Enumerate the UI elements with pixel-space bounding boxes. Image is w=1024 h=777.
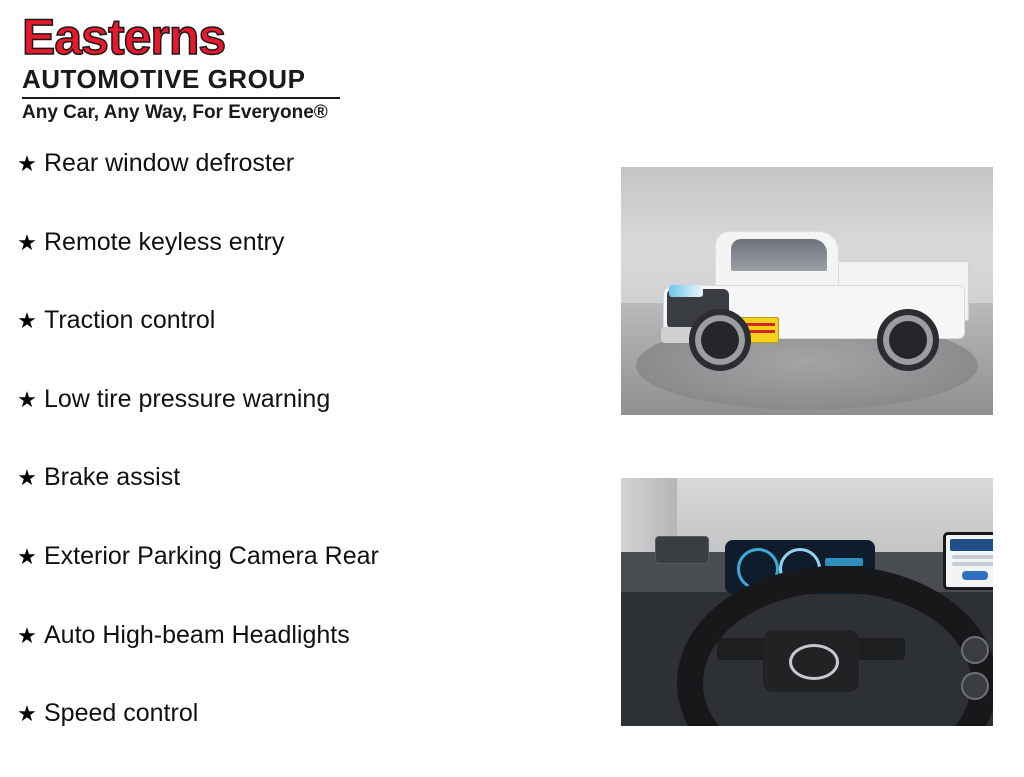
list-item [10,620,600,699]
list-item [10,462,600,541]
infotainment-screen [943,532,993,590]
list-item [10,227,600,306]
star-icon: ★ [17,465,37,491]
brand-logo [22,9,362,124]
steering-controls-right [857,638,905,660]
feature-label: Remote keyless entry [44,227,285,256]
feature-label: Low tire pressure warning [44,384,331,413]
screen-text-line [952,562,993,566]
star-icon: ★ [17,622,37,648]
vehicle-interior-photo[interactable] [621,478,993,726]
toyota-logo-icon [789,644,839,680]
rear-wheel [877,309,939,371]
list-item [10,305,600,384]
headlight [669,285,703,297]
climate-knob [961,672,989,700]
feature-label: Rear window defroster [44,149,295,177]
screen-header [950,539,993,551]
brand-subtitle: AUTOMOTIVE GROUP [22,64,306,94]
list-item [10,148,600,227]
star-icon: ★ [17,543,37,569]
list-item [10,698,600,777]
front-wheel [689,309,751,371]
climate-knob [961,636,989,664]
feature-label: Auto High-beam Headlights [44,620,350,649]
feature-label: Exterior Parking Camera Rear [44,541,379,570]
truck-graphic [653,213,969,373]
steering-controls-left [717,638,765,660]
star-icon: ★ [17,701,37,727]
feature-label: Speed control [44,699,199,728]
logo-divider [22,97,340,99]
screen-button [962,571,988,580]
feature-label: Brake assist [44,463,181,492]
feature-label: Traction control [44,306,216,335]
list-item [10,541,600,620]
cluster-indicator [825,558,863,566]
star-icon: ★ [17,229,37,255]
list-item [10,384,600,463]
brand-tagline: Any Car, Any Way, For Everyone® [22,102,328,123]
air-vent [655,536,709,564]
steering-wheel-hub [763,630,859,692]
vehicle-exterior-photo[interactable] [621,167,993,415]
feature-list [10,148,600,777]
screen-text-line [952,555,993,559]
star-icon: ★ [17,308,37,334]
brand-name: Easterns [22,9,226,65]
truck-windshield [731,239,827,271]
star-icon: ★ [17,386,37,412]
star-icon: ★ [17,151,37,176]
